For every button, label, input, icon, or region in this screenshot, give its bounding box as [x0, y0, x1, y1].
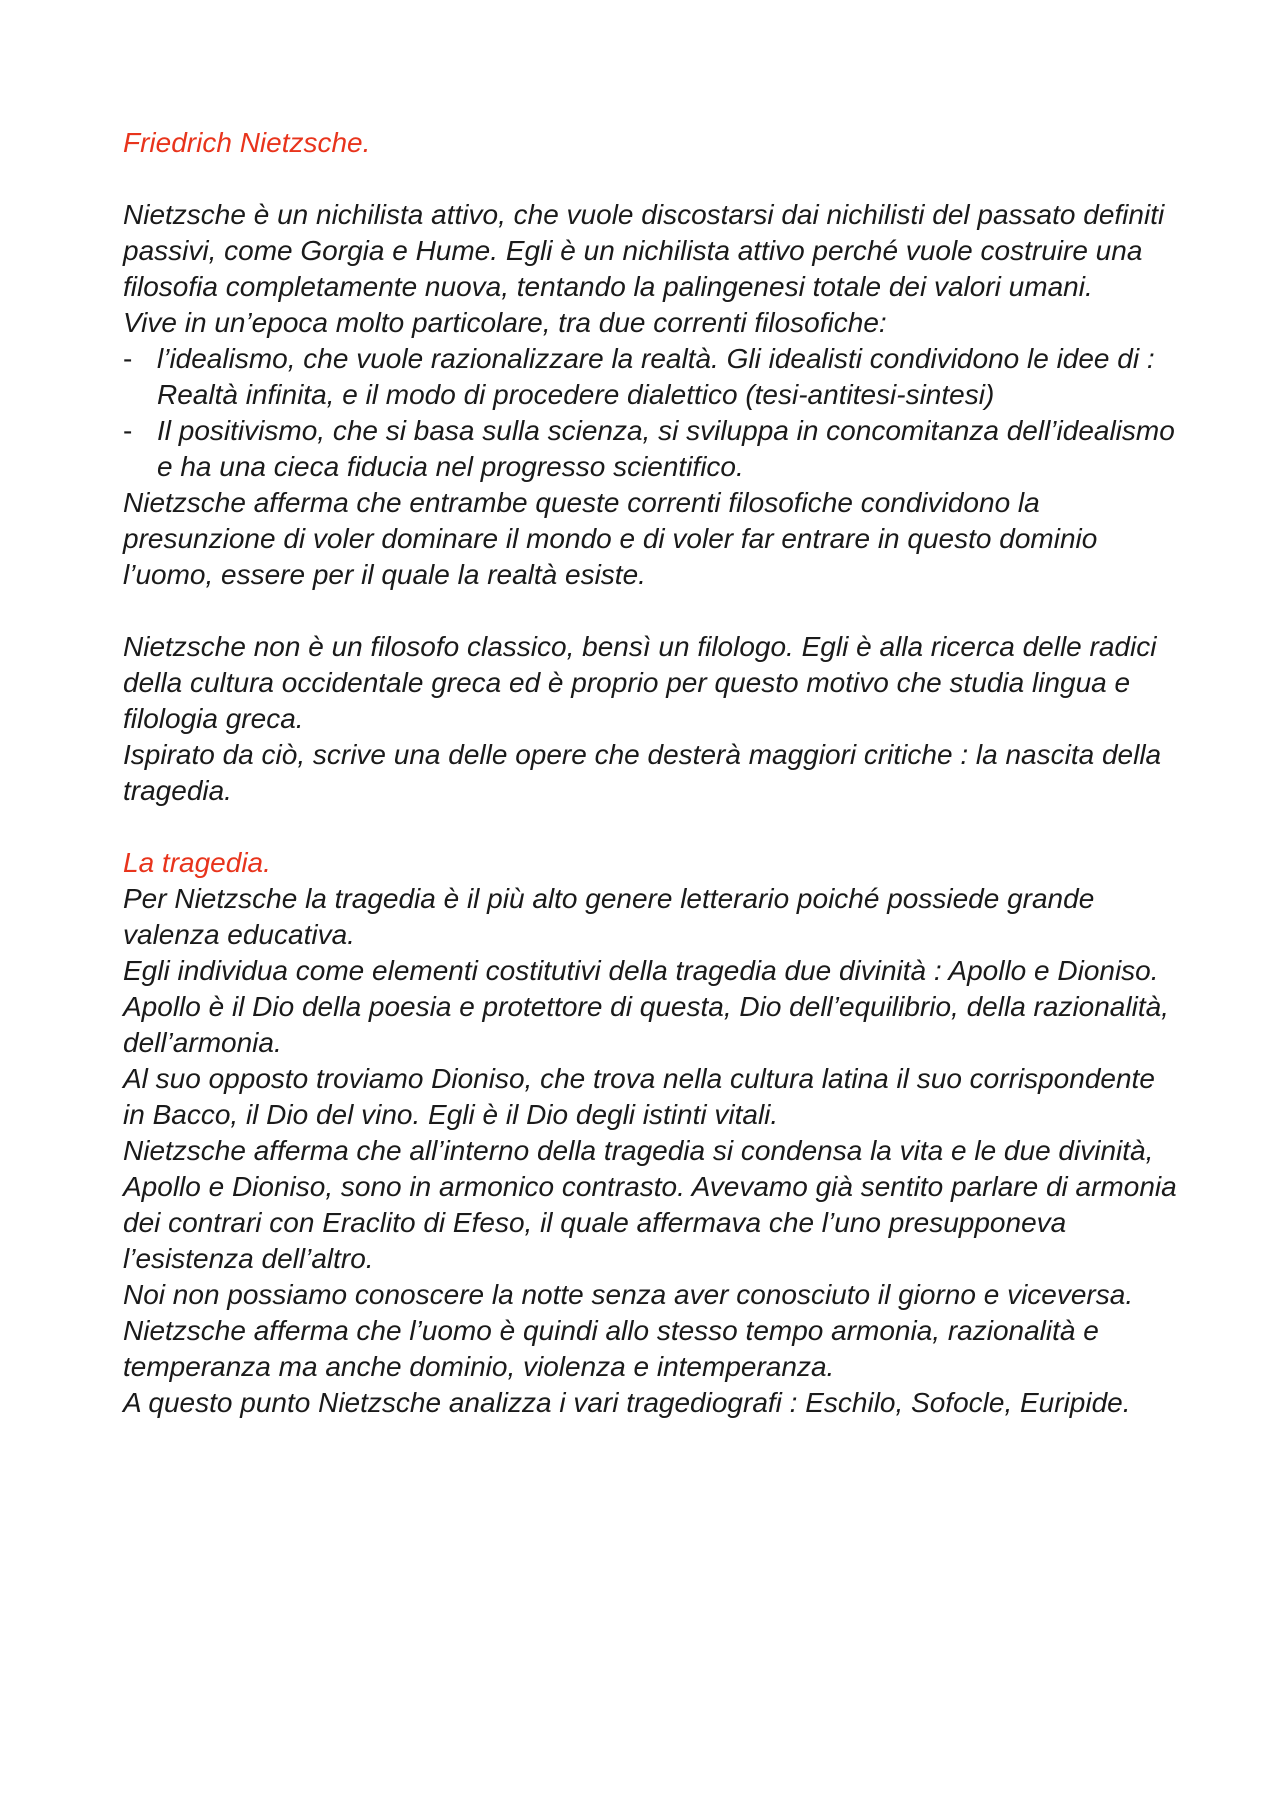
- paragraph: Al suo opposto troviamo Dioniso, che trova nella cultura latina il suo corrispondente in Bacco, il Dio del vino. Egli è il Dio degli istinti vitali.: [123, 1063, 1155, 1130]
- spacer: [123, 809, 1180, 845]
- paragraph: Per Nietzsche la tragedia è il più alto genere letterario poiché possiede grande valenza educativa.: [123, 883, 1095, 950]
- spacer: [123, 593, 1180, 629]
- section-title: La tragedia.: [123, 847, 271, 878]
- paragraph: Nietzsche afferma che all’interno della tragedia si condensa la vita e le due divinità, Apollo e Dioniso, sono in armonico contrasto. Avevamo già sentito parlare di armonia dei contrari con Eraclito di Efeso, il quale affermava che l’uno presupponeva l’esistenza dell’altro.: [123, 1135, 1177, 1274]
- bullet-item: - Il positivismo, che si basa sulla scienza, si sviluppa in concomitanza dell’idealismo e ha una cieca fiducia nel progresso scientifico.: [123, 413, 1180, 485]
- paragraph: Nietzsche è un nichilista attivo, che vuole discostarsi dai nichilisti del passato definiti passivi, come Gorgia e Hume. Egli è un nichilista attivo perché vuole costruire una filosofia completamente nuova, tentando la palingenesi totale dei valori umani.: [123, 199, 1165, 302]
- bullet-item: - l’idealismo, che vuole razionalizzare la realtà. Gli idealisti condividono le idee di : Realtà infinita, e il modo di procedere dialettico (tesi-antitesi-sintesi): [123, 341, 1180, 413]
- paragraph: Nietzsche non è un filosofo classico, bensì un filologo. Egli è alla ricerca delle radici della cultura occidentale greca ed è proprio per questo motivo che studia lingua e filologia greca.: [123, 631, 1157, 734]
- spacer: [123, 161, 1180, 197]
- paragraph: Ispirato da ciò, scrive una delle opere che desterà maggiori critiche : la nascita della tragedia.: [123, 739, 1162, 806]
- paragraph: Vive in un’epoca molto particolare, tra due correnti filosofiche:: [123, 307, 887, 338]
- paragraph: Nietzsche afferma che l’uomo è quindi allo stesso tempo armonia, razionalità e temperanza ma anche dominio, violenza e intemperanza.: [123, 1315, 1099, 1382]
- paragraph: Noi non possiamo conoscere la notte senza aver conosciuto il giorno e viceversa.: [123, 1279, 1134, 1310]
- document-title: Friedrich Nietzsche.: [123, 127, 371, 158]
- paragraph: Egli individua come elementi costitutivi della tragedia due divinità : Apollo e Dioniso.: [123, 955, 1159, 986]
- paragraph: A questo punto Nietzsche analizza i vari tragediografi : Eschilo, Sofocle, Euripide.: [123, 1387, 1131, 1418]
- paragraph: Nietzsche afferma che entrambe queste correnti filosofiche condividono la presunzione di voler dominare il mondo e di voler far entrare in questo dominio l’uomo, essere per il quale la realtà esiste.: [123, 487, 1098, 590]
- bullet-list: [123, 341, 1180, 485]
- paragraph: Apollo è il Dio della poesia e protettore di questa, Dio dell’equilibrio, della razionalità, dell’armonia.: [123, 991, 1169, 1058]
